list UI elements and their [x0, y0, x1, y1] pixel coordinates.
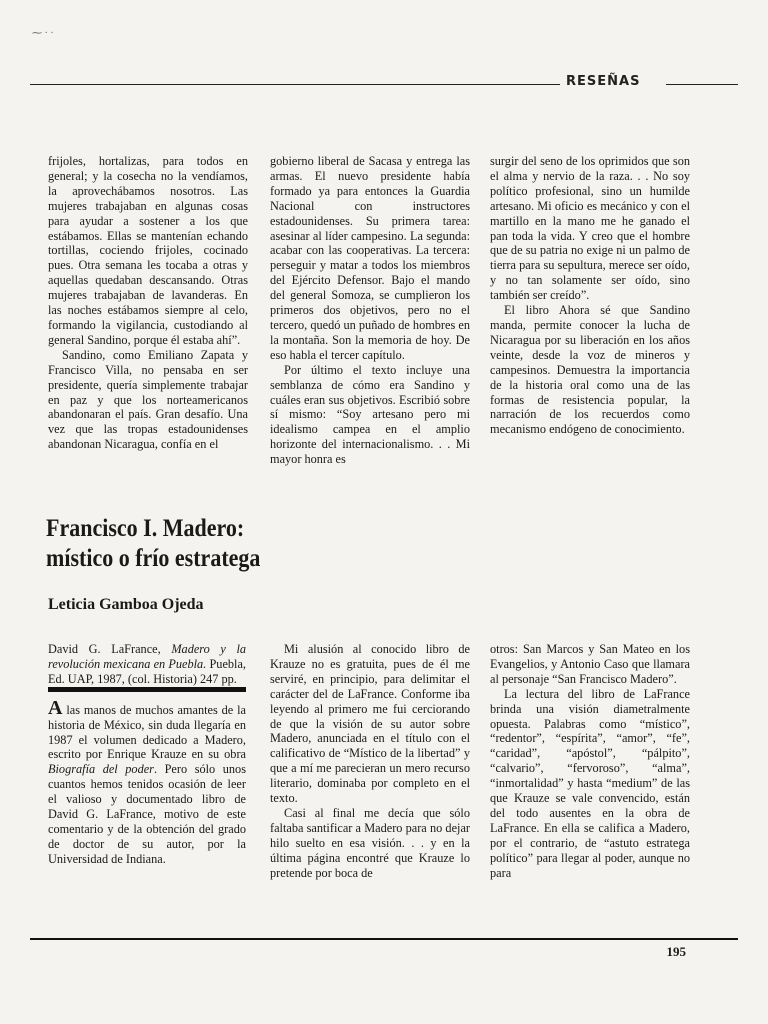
reference-details: Puebla, Ed. UAP, 1987, (col. Historia) 247 pp. — [48, 656, 246, 686]
paragraph: frijoles, hortalizas, para todos en general; y la cosecha no la vendíamos, la aprovechábamos nosotros. Las mujeres trabajaban en algunas cosas para ayudar a sostener a los que estábamos. Ellas se mantenían echando tortillas, cociendo frijoles, cocinado pues. Otra semana les tocaba a otras y aquellas quedaban descansando. Otras mujeres trabajaban de lavanderas. En las noches estábamos siempre al celo, formando la vigilancia, custodiando al general Sandino, porque él estaba ahí”. — [48, 154, 248, 347]
article-column-1 — [48, 642, 246, 867]
page-number: 195 — [666, 944, 686, 959]
header-rule-right — [666, 84, 738, 85]
reference-book-title: Madero y la revolución mexicana en Puebla. — [48, 642, 247, 671]
paragraph: Casi al final me decía que sólo faltaba santificar a Madero para no dejar hilo suelto en esa visión. . . y en la última página encontré que Krauze lo pretende por boca de — [270, 805, 470, 880]
article-column-2 — [270, 642, 470, 881]
paragraph — [48, 696, 246, 867]
paragraph: El libro Ahora sé que Sandino manda, permite conocer la lucha de Nicaragua por su liberación en los años veinte, desde la voz de mineros y campesinos. Demuestra la importancia de la historia oral como una de las formas de resistencia popular, la narración de los recuerdos como mecanismo endógeno de conocimiento. — [490, 303, 690, 437]
section-label: RESEÑAS — [566, 74, 641, 89]
book-reference — [48, 642, 246, 687]
reference-divider — [48, 687, 246, 692]
article-author: Leticia Gamboa Ojeda — [48, 596, 204, 613]
paragraph: La lectura del libro de LaFrance brinda una visión diametralmente opuesta. Palabras como “místico”, “redentor”, “espírita”, “amor”, “fe”, “caridad”, “apóstol”, “pálpito”, “calvario”, “fervoroso”, “alma”, “inmortalidad” y hasta “medium” de las que Krauze se vale convencido, están del todo ausentes en la obra de LaFrance. En ella se califica a Madero, por el contrario, de “astuto estratega político” para llegar al poder, aunque no para — [490, 686, 690, 880]
previous-review-column-2 — [270, 154, 470, 467]
intro-rest: . Pero sólo unos cuantos hemos tenidos ocasión de leer el valioso y documentado libro de David G. LaFrance, motivo de este comentario y de la obtención del grado de doctor de su autor, por la Universidad de Indiana. — [48, 762, 246, 866]
corner-smudge-mark: ⁓ · · — [32, 28, 54, 39]
previous-review-column-1 — [48, 154, 248, 452]
paragraph: Por último el texto incluye una semblanza de cómo era Sandino y cuáles eran sus objetivos. Escribió sobre sí mismo: “Soy artesano pero mi idealismo campea en el amplio horizonte del internacionalismo. . . Mi mayor honra es — [270, 362, 470, 467]
intro-book-title: Biografía del poder — [48, 762, 154, 777]
article-title — [46, 514, 416, 574]
article-title-line-2: místico o frío estratega — [46, 545, 261, 572]
paragraph: Mi alusión al conocido libro de Krauze no es gratuita, pues de él me serviré, en principio, para delimitar el carácter del de LaFrance. Conforme iba leyendo al primero me fui cerciorando de que la visión de su autor sobre Madero, anunciada en el título con el calificativo de “Místico de la libertad” y que a mí me parecieran un mero recurso literario, dominaba por completo en el texto. — [270, 642, 470, 806]
article-title-line-1: Francisco I. Madero: — [46, 515, 245, 542]
reference-author: David G. LaFrance, — [48, 642, 161, 656]
intro-text: las manos de muchos amantes de la historia de México, sin duda llegaría en 1987 el volumen dedicado a Madero, escrito por Enrique Krauze en su obra — [48, 702, 246, 762]
previous-review-column-3 — [490, 154, 690, 437]
article-column-3 — [490, 642, 690, 881]
paragraph: otros: San Marcos y San Mateo en los Evangelios, y Antonio Caso que llamara al personaje “San Francisco Madero”. — [490, 642, 690, 686]
header-rule-left — [30, 84, 560, 85]
paragraph: surgir del seno de los oprimidos que son el alma y nervio de la raza. . . No soy político profesional, sino un humilde artesano. Mi oficio es mecánico y con el martillo en la mano me he ganado el pan toda la vida. Y creo que el hombre que de su patria no exige ni un palmo de tierra para su sepultura, merece ser oído, y no tan solamente ser oído, sino también ser creído”. — [490, 154, 690, 303]
paragraph: gobierno liberal de Sacasa y entrega las armas. El nuevo presidente había formado ya para entonces la Guardia Nacional con instructores estadounidenses. Su primera tarea: asesinar al líder campesino. La segunda: acabar con las cooperativas. La tercera: perseguir y matar a todos los miembros del Ejército Defensor. Bajo el mando del general Somoza, se cumplieron los primeros dos objetivos, pero no el tercero, quedó un puñado de hombres en la montaña. Son la memoria de hoy. De eso habla el tercer capítulo. — [270, 154, 470, 362]
footer-rule — [30, 938, 738, 940]
paragraph: Sandino, como Emiliano Zapata y Francisco Villa, no pensaba en ser presidente, quería simplemente trabajar en paz y que los norteamericanos abandonaran el país. Gran desafío. Una vez que las tropas estadounidenses abandonan Nicaragua, confía en el — [48, 347, 248, 452]
drop-cap: A — [48, 696, 63, 719]
